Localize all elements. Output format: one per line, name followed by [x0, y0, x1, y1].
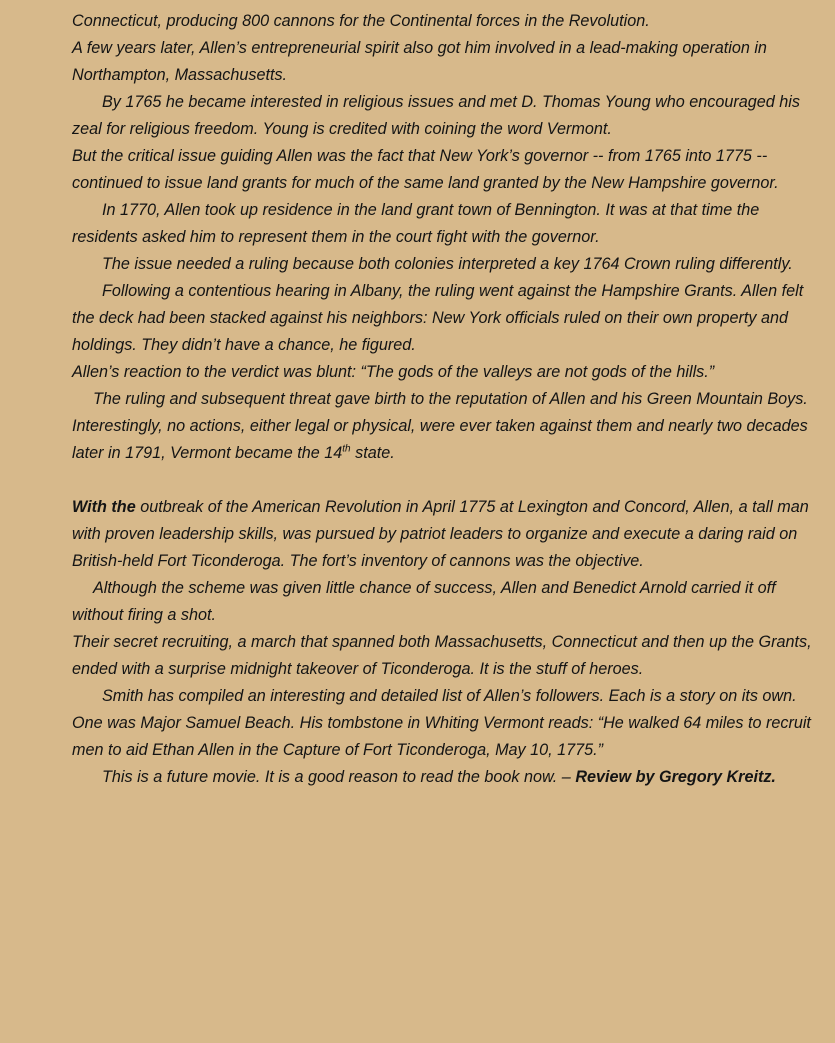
paragraph-albany-hearing: Following a contentious hearing in Albany, the ruling went against the Hampshire Grants. Allen felt the deck had been stacked against his neighbors: New York officials ruled on their own property and holdings. They didn’t have a chance, he figured. — [72, 282, 804, 354]
paragraph-verdict-quote: Allen’s reaction to the verdict was blunt: “The gods of the valleys are not gods of the hills.” — [72, 363, 715, 381]
revolution-text: outbreak of the American Revolution in April 1775 at Lexington and Concord, Allen, a tall man with proven leadership skills, was pursued by patriot leaders to organize and execute a daring raid on British-held Fort Ticonderoga. The fort’s inventory of cannons was the objective. — [72, 498, 809, 570]
paragraph-benedict-arnold: Although the scheme was given little chance of success, Allen and Benedict Arnold carried it off without firing a shot. — [72, 579, 776, 624]
review-byline: Review by Gregory Kreitz. — [575, 768, 776, 786]
review-text-body — [72, 8, 817, 791]
paragraph-critical-issue: But the critical issue guiding Allen was the fact that New York’s governor -- from 1765 into 1775 -- continued to issue land grants for much of the same land granted by the New Hampshire governor. — [72, 147, 779, 192]
bold-lead-in: With the — [72, 498, 136, 516]
paragraph-secret-recruiting: Their secret recruiting, a march that spanned both Massachusetts, Connecticut and then up the Grants, ended with a surprise midnight takeover of Ticonderoga. It is the stuff of heroes. — [72, 633, 812, 678]
statehood-text-end: state. — [350, 444, 395, 462]
paragraph-crown-ruling: The issue needed a ruling because both colonies interpreted a key 1764 Crown ruling differently. — [102, 255, 793, 273]
statehood-text: The ruling and subsequent threat gave birth to the reputation of Allen and his Green Mountain Boys. Interestingly, no actions, either legal or physical, were ever taken against them and nearly two decades later in 1791, Vermont became the 14 — [72, 390, 808, 462]
paragraph-religious-issues: By 1765 he became interested in religious issues and met D. Thomas Young who encouraged his zeal for religious freedom. Young is credited with coining the word Vermont. — [72, 93, 800, 138]
paragraph-green-mountain-boys — [72, 386, 817, 467]
paragraph-samuel-beach: Smith has compiled an interesting and detailed list of Allen’s followers. Each is a story on its own. One was Major Samuel Beach. His tombstone in Whiting Vermont reads: “He walked 64 miles to recruit men to aid Ethan Allen in the Capture of Fort Ticonderoga, May 10, 1775.” — [72, 687, 811, 759]
paragraph-lead-making: A few years later, Allen’s entrepreneurial spirit also got him involved in a lead-making operation in Northampton, Massachusetts. — [72, 39, 767, 84]
paragraph-bennington: In 1770, Allen took up residence in the land grant town of Bennington. It was at that time the residents asked him to represent them in the court fight with the governor. — [72, 201, 760, 246]
paragraph-closing — [72, 764, 817, 791]
ordinal-superscript: th — [342, 443, 351, 455]
paragraph-revolution-outbreak — [72, 494, 817, 575]
closing-text: This is a future movie. It is a good reason to read the book now. – — [102, 768, 576, 786]
paragraph-cannons: Connecticut, producing 800 cannons for the Continental forces in the Revolution. — [72, 12, 650, 30]
